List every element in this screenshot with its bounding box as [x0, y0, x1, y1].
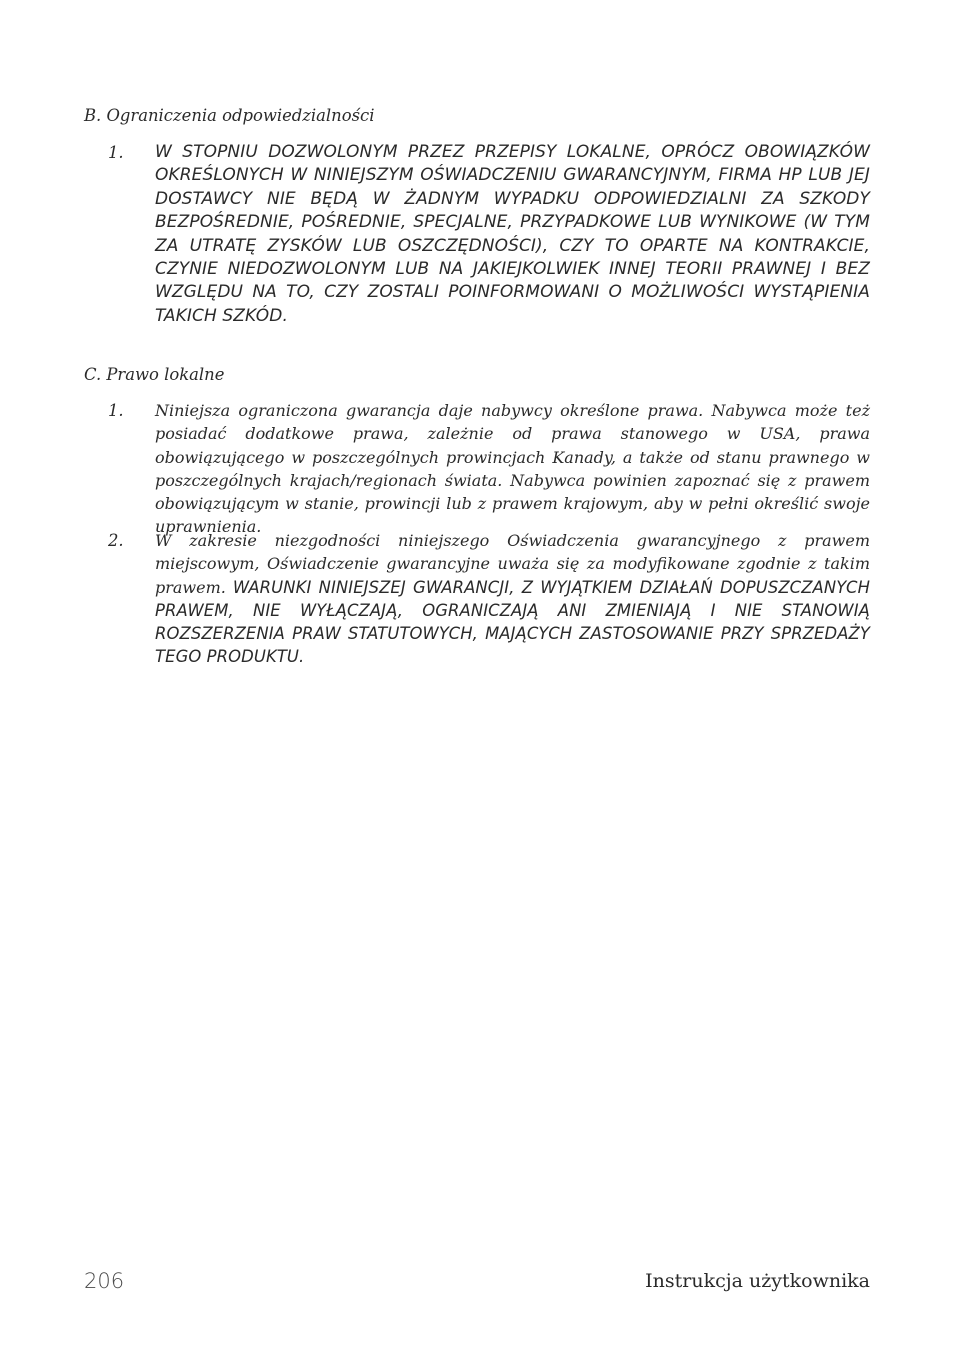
list-item-local-law-1 [108, 399, 870, 537]
list-item-text: Niniejsza ograniczona gwarancja daje nabywcy określone prawa. Nabywca może też posiadać dodatkowe prawa, zależnie od prawa stanowego w USA, prawa obowiązującego w poszczególnych prowincjach Kanady, a także od stanu prawnego w poszczególnych krajach/regionach świata. Nabywca powinien zapoznać się z prawem obowiązującym w stanie, prowincji lub z prawem krajowym, aby w pełni określić swoje uprawnienia. [155, 401, 870, 537]
list-item-number: 1. [108, 401, 124, 420]
list-item-liability-1 [108, 141, 870, 353]
page-number: 206 [84, 1269, 125, 1293]
list-item-number: 2. [108, 531, 124, 550]
list-item-number: 1. [108, 143, 124, 162]
list-item-text: W STOPNIU DOZWOLONYM PRZEZ PRZEPISY LOKALNE, OPRÓCZ OBOWIĄZKÓW OKREŚLONYCH W NINIEJSZYM OŚWIADCZENIU GWARANCYJNYM, FIRMA HP LUB JEJ DOSTAWCY NIE BĘDĄ W ŻADNYM WYPADKU ODPOWIEDZIALNI ZA SZKODY BEZPOŚREDNIE, POŚREDNIE, SPECJALNE, PRZYPADKOWE LUB WYNIKOWE (W TYM ZA UTRATĘ ZYSKÓW LUB OSZCZĘDNOŚCI), CZY TO OPARTE NA KONTRAKCIE, CZYNIE NIEDOZWOLONYM LUB NA JAKIEJKOLWIEK INNEJ TEORII PRAWNEJ I BEZ WZGLĘDU NA TO, CZY ZOSTALI POINFORMOWANI O MOŻLIWOŚCI WYSTĄPIENIA TAKICH SZKÓD. [155, 142, 870, 326]
document-title: Instrukcja użytkownika [645, 1270, 870, 1292]
list-item-text-caps: WARUNKI NINIEJSZEJ GWARANCJI, Z WYJĄTKIEM DZIAŁAŃ DOPUSZCZANYCH PRAWEM, NIE WYŁĄCZAJĄ, OGRANICZAJĄ ANI ZMIENIAJĄ I NIE STANOWIĄ ROZSZERZENIA PRAW STATUTOWYCH, MAJĄCYCH ZASTOSOWANIE PRZY SPRZEDAŻY TEGO PRODUKTU. [155, 577, 871, 667]
list-item-text-lower: W zakresie niezgodności niniejszego Oświadczenia gwarancyjnego z prawem miejscowym, Oświadczenie gwarancyjne uważa się za modyfikowane zgodnie z takim prawem. [155, 531, 870, 597]
section-heading-liability: B. Ograniczenia odpowiedzialności [84, 106, 375, 125]
list-item-local-law-2 [108, 529, 870, 671]
list-item-text [155, 529, 870, 669]
section-heading-local-law: C. Prawo lokalne [84, 365, 225, 384]
